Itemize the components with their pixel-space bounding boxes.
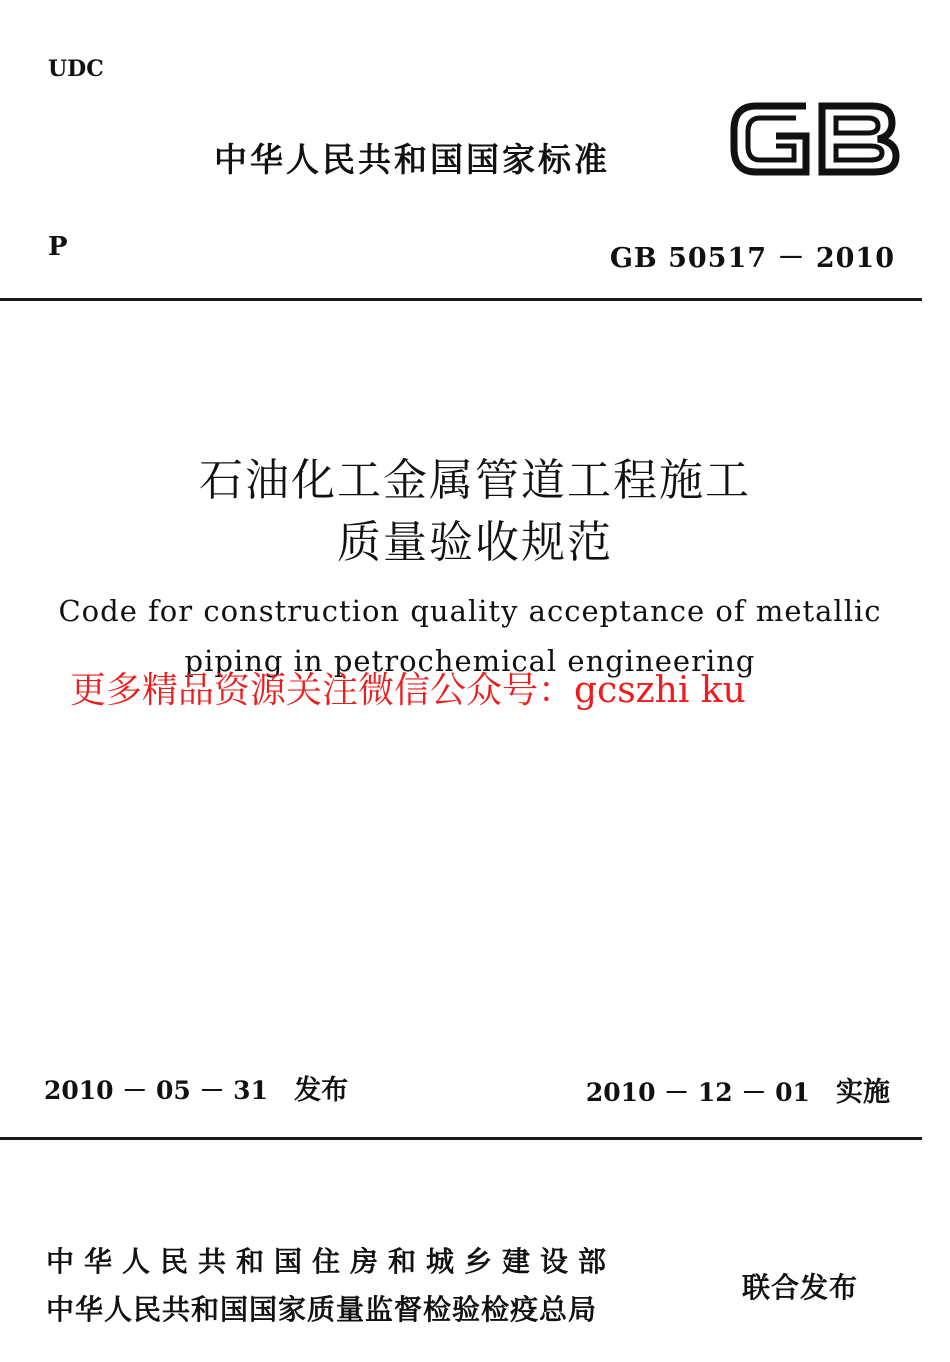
issue-date-block (44, 1068, 348, 1107)
chinese-title-line2: 质量验收规范 (337, 517, 613, 568)
udc-label: UDC (48, 56, 104, 82)
gb-logo (726, 96, 902, 182)
effective-label: 实施 (836, 1077, 890, 1108)
english-title-line2: piping in petrochemical engineering (184, 644, 756, 678)
national-standard-heading: 中华人民共和国国家标准 (214, 140, 610, 179)
effective-date-block (586, 1070, 890, 1109)
promo-watermark: 更多精品资源关注微信公众号：gcszhi ku (70, 670, 746, 711)
classification-letter: P (48, 232, 68, 262)
standard-number: GB 50517 － 2010 (609, 243, 895, 274)
top-divider (0, 298, 922, 301)
effective-date: 2010 － 12 － 01 (585, 1078, 810, 1107)
issuer-aqsiq: 中华人民共和国国家质量监督检验检疫总局 (46, 1293, 598, 1326)
issuer-ministry: 中华人民共和国住房和城乡建设部 (46, 1245, 617, 1278)
chinese-title-line1: 石油化工金属管道工程施工 (199, 455, 751, 506)
joint-issue-label: 联合发布 (742, 1271, 859, 1304)
issue-date: 2010 － 05 － 31 (44, 1076, 268, 1105)
issue-label: 发布 (294, 1075, 349, 1106)
gb-logo-text: GB (726, 96, 728, 97)
bottom-divider (0, 1137, 922, 1140)
english-title-line1: Code for construction quality acceptance of metallic (58, 594, 882, 628)
